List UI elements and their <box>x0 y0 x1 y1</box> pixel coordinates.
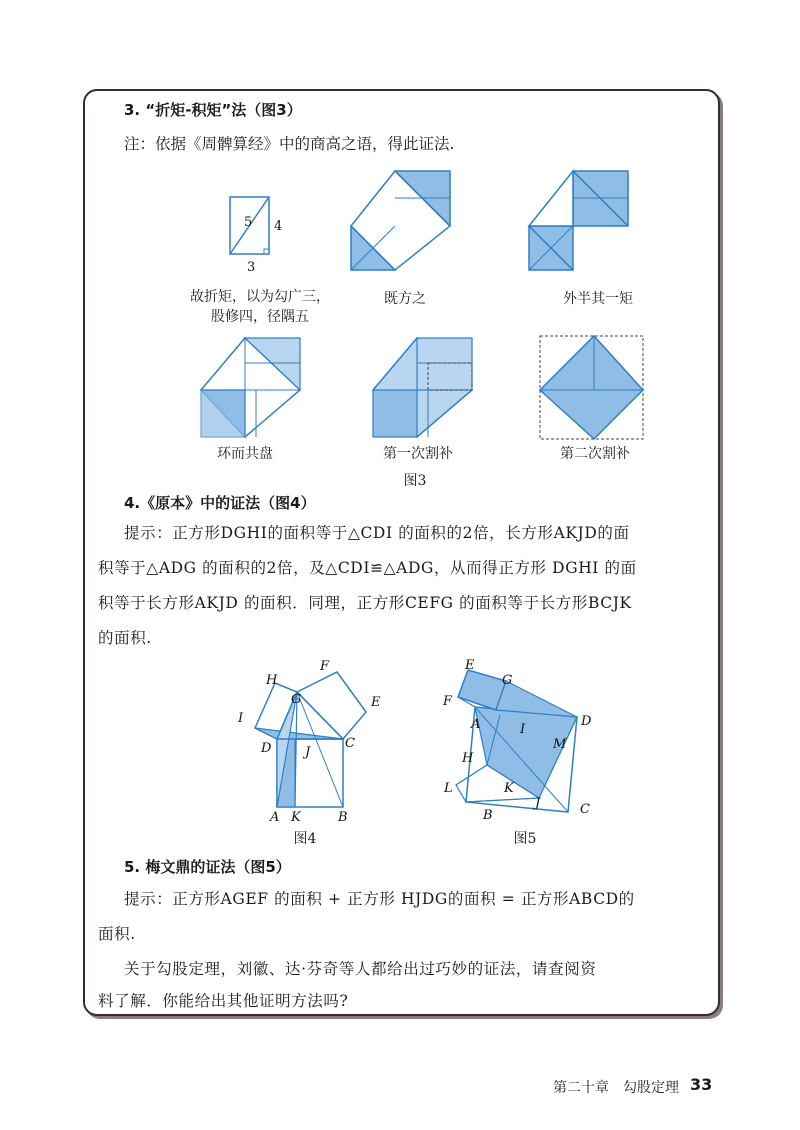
fig5-point-J: J <box>535 796 541 811</box>
fig3-panel-4 <box>198 335 318 441</box>
fig4-point-D: D <box>261 741 272 756</box>
fig5-point-A: A <box>471 717 481 732</box>
caption-c1-line2: 股修四，径隅五 <box>211 309 309 325</box>
section3-note: 注：依据《周髀算经》中的商高之语，得此证法. <box>124 135 455 153</box>
fig5-point-K: K <box>504 781 514 796</box>
label-hyp: 5 <box>244 215 253 230</box>
fig4-triangle-CDI <box>255 728 343 739</box>
section4-heading: 4.《原本》中的证法（图4） <box>124 494 316 512</box>
fig3-label: 图3 <box>403 473 427 489</box>
fig5-point-B: B <box>483 808 493 823</box>
section3-heading: 3. “折矩-积矩”法（图3） <box>124 101 302 119</box>
fig4-point-G: G <box>291 692 302 707</box>
caption-c5: 第一次割补 <box>383 446 453 462</box>
fig5-point-D: D <box>581 714 592 729</box>
closing-line2: 料了解．你能给出其他证明方法吗? <box>98 992 349 1010</box>
page-number: 33 <box>690 1075 713 1094</box>
caption-c4: 环而共盘 <box>217 446 273 462</box>
fig3-panel-2 <box>348 168 468 278</box>
fig5-point-L: L <box>444 781 453 796</box>
figure-4 <box>228 650 398 850</box>
caption-c3: 外半其一矩 <box>563 291 633 307</box>
fig3-panel-6 <box>537 333 657 441</box>
section5-hint-line2: 面积. <box>98 925 136 943</box>
caption-c6: 第二次割补 <box>560 446 630 462</box>
fig5-point-C: C <box>580 802 590 817</box>
fig4-point-H: H <box>266 673 278 688</box>
fig4-point-F: F <box>320 659 330 674</box>
fig5-point-F: F <box>443 694 453 709</box>
fig4-point-A: A <box>270 810 280 825</box>
fig5-label: 图5 <box>513 831 537 847</box>
section5-heading: 5. 梅文鼎的证法（图5） <box>124 858 291 876</box>
section4-hint-line1: 提示：正方形DGHI的面积等于△CDI 的面积的2倍，长方形AKJD的面 <box>124 524 630 542</box>
label-side: 4 <box>274 219 283 234</box>
fig4-point-C: C <box>345 736 355 751</box>
fig3-rectangle-345 <box>220 190 300 280</box>
caption-c2: 既方之 <box>384 291 426 307</box>
section4-hint-line3: 积等于长方形AKJD 的面积．同理，正方形CEFG 的面积等于长方形BCJK <box>98 594 632 612</box>
section4-hint-line4: 的面积. <box>98 629 152 647</box>
section4-hint-line2: 积等于△ADG 的面积的2倍，及△CDI≌△ADG，从而得正方形 DGHI 的面 <box>98 559 637 577</box>
fig4-point-K: K <box>291 810 301 825</box>
fig5-point-M: M <box>553 737 567 752</box>
fig5-point-H: H <box>462 751 474 766</box>
fig3-panel-5 <box>370 335 490 441</box>
fig4-point-I: I <box>238 711 244 726</box>
fig4-point-J: J <box>305 745 311 760</box>
section5-hint-line1: 提示：正方形AGEF 的面积 + 正方形 HJDG的面积 = 正方形ABCD的 <box>124 890 635 908</box>
label-base: 3 <box>247 260 256 275</box>
caption-c1-line1: 故折矩，以为勾广三， <box>190 289 330 305</box>
fig4-label: 图4 <box>293 831 317 847</box>
fig5-point-I: I <box>520 722 526 737</box>
fig5-point-G: G <box>502 673 513 688</box>
fig4-point-B: B <box>338 810 348 825</box>
closing-line1: 关于勾股定理，刘徽、达·芬奇等人都给出过巧妙的证法，请查阅资 <box>124 960 597 978</box>
fig3-panel-3 <box>526 168 646 278</box>
fig4-square-CEFG <box>297 672 366 739</box>
fig4-point-E: E <box>371 695 381 710</box>
fig5-point-E: E <box>465 658 475 673</box>
footer-chapter: 第二十章 勾股定理 <box>553 1080 679 1096</box>
figure-5 <box>438 655 608 830</box>
